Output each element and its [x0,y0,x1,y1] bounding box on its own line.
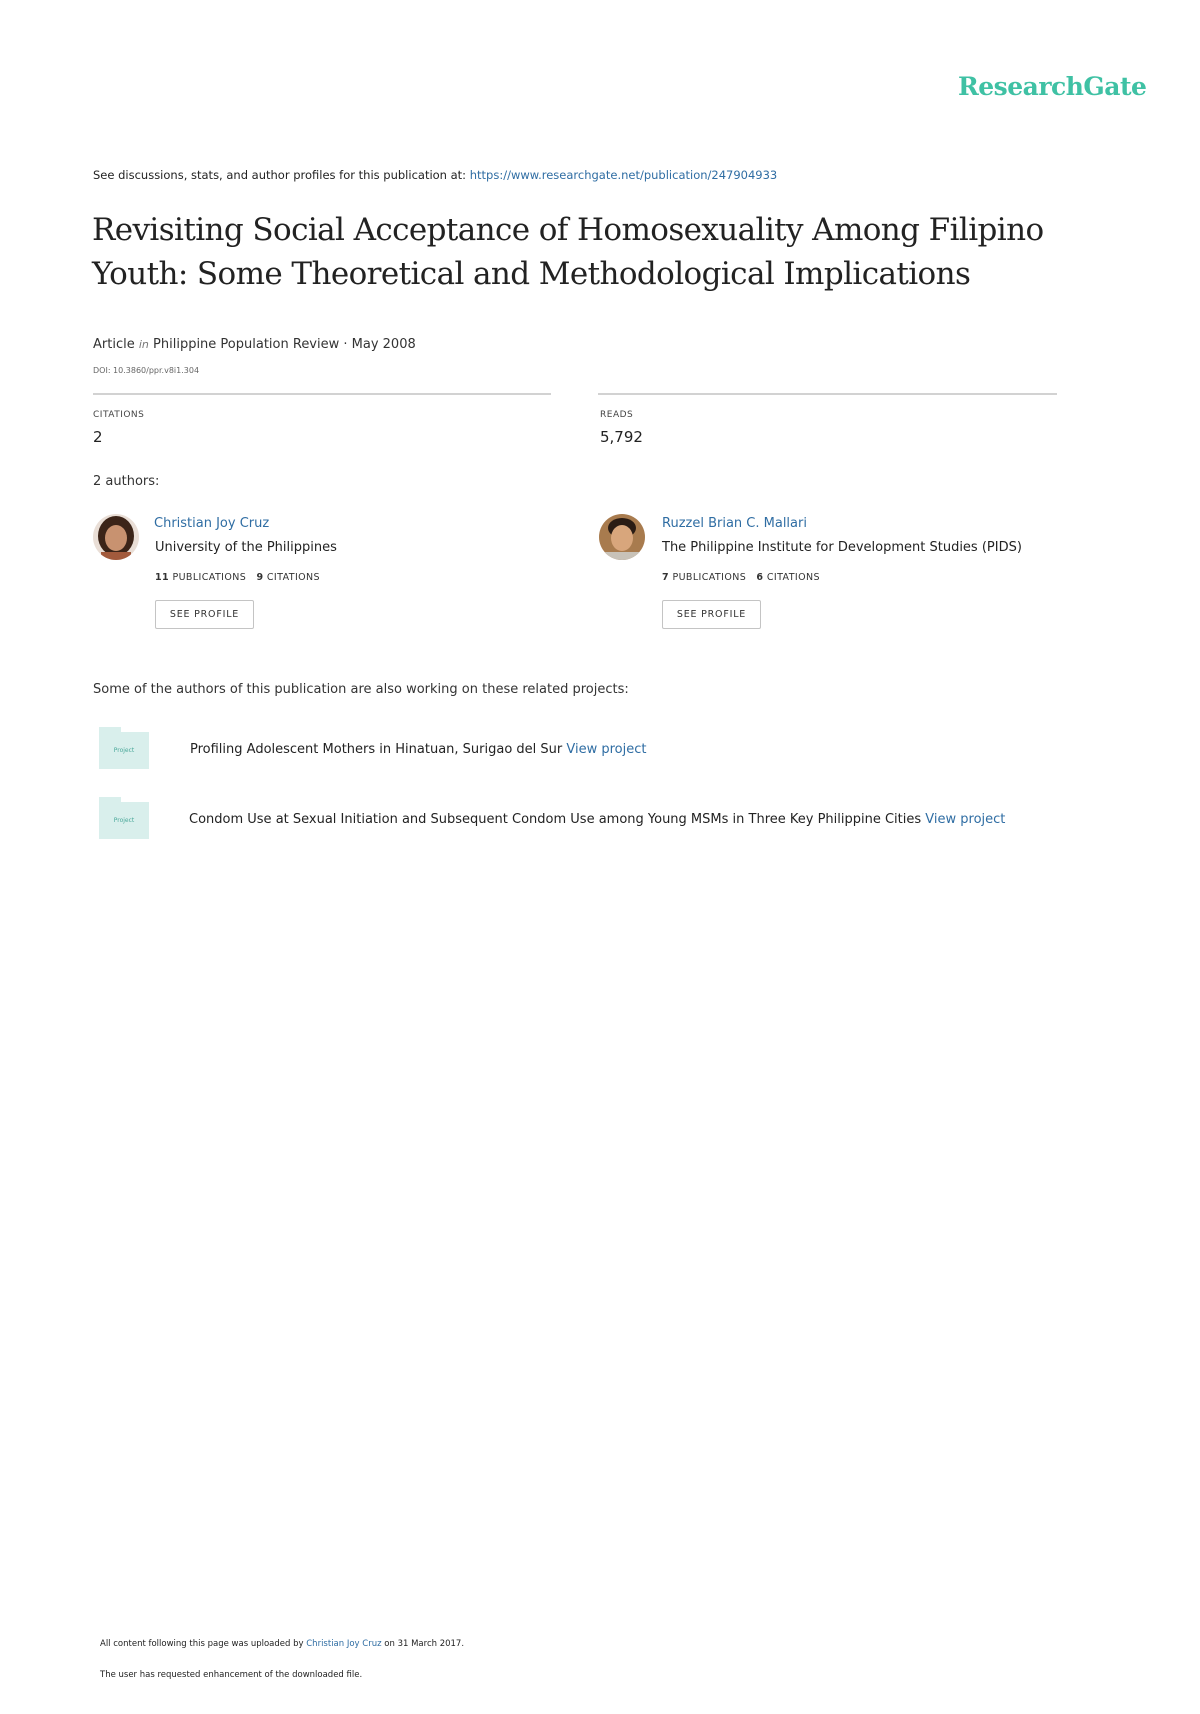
citations-value: 2 [93,428,103,446]
article-meta [93,337,416,352]
author-citations-count: 9 [256,572,264,583]
doi-text: DOI: 10.3860/ppr.v8i1.304 [93,366,200,375]
project-folder-icon [99,797,149,839]
see-profile-button[interactable]: SEE PROFILE [662,600,761,629]
project-item [189,812,1005,827]
author-stats [662,572,820,583]
author-publications-count: 7 [662,572,670,583]
reads-divider [598,393,1057,395]
project-title: Condom Use at Sexual Initiation and Subsequent Condom Use among Young MSMs in Three Key Philippine Cities [189,812,922,827]
author-citations-label: CITATIONS [266,572,320,583]
citations-label: CITATIONS [93,410,145,420]
researchgate-logo[interactable]: ResearchGate [958,72,1147,101]
author-citations-label: CITATIONS [766,572,820,583]
article-type: Article [93,337,135,352]
enhancement-note: The user has requested enhancement of the downloaded file. [100,1670,363,1680]
publication-title: Revisiting Social Acceptance of Homosexuality Among Filipino Youth: Some Theoretical and Methodological Implications [92,212,1044,292]
article-in: in [138,338,149,351]
related-projects-label: Some of the authors of this publication are also working on these related projects: [93,682,629,697]
project-folder-icon [99,727,149,769]
author-institution: The Philippine Institute for Development Studies (PIDS) [662,540,1022,555]
project-folder-tag: Project [113,747,135,754]
author-publications-count: 11 [155,572,170,583]
project-folder-tag: Project [113,817,135,824]
view-project-link[interactable]: View project [925,812,1006,827]
citations-divider [93,393,551,395]
project-item [190,742,647,757]
upload-note [100,1639,464,1649]
author-name-link[interactable]: Christian Joy Cruz [154,516,270,531]
publication-url-link[interactable]: https://www.researchgate.net/publication/247904933 [469,168,778,182]
author-publications-label: PUBLICATIONS [672,572,747,583]
author-institution: University of the Philippines [155,540,337,555]
uploader-link[interactable]: Christian Joy Cruz [306,1639,382,1649]
avatar-photo-icon [93,514,139,560]
author-publications-label: PUBLICATIONS [172,572,247,583]
author-stats [155,572,320,583]
view-project-link[interactable]: View project [566,742,647,757]
journal-name: Philippine Population Review · May 2008 [153,337,416,352]
project-title: Profiling Adolescent Mothers in Hinatuan, Surigao del Sur [190,742,563,757]
see-discussions-text: See discussions, stats, and author profiles for this publication at: [93,168,467,182]
upload-prefix: All content following this page was uploaded by [100,1639,304,1649]
reads-value: 5,792 [600,428,643,446]
author-avatar[interactable] [93,514,139,560]
author-name-link[interactable]: Ruzzel Brian C. Mallari [662,516,807,531]
publication-link-line [93,168,777,182]
authors-label: 2 authors: [93,474,160,489]
author-citations-count: 6 [756,572,764,583]
upload-suffix: on 31 March 2017. [384,1639,465,1649]
see-profile-button[interactable]: SEE PROFILE [155,600,254,629]
reads-label: READS [600,410,634,420]
avatar-photo-icon [599,514,645,560]
author-avatar[interactable] [599,514,645,560]
